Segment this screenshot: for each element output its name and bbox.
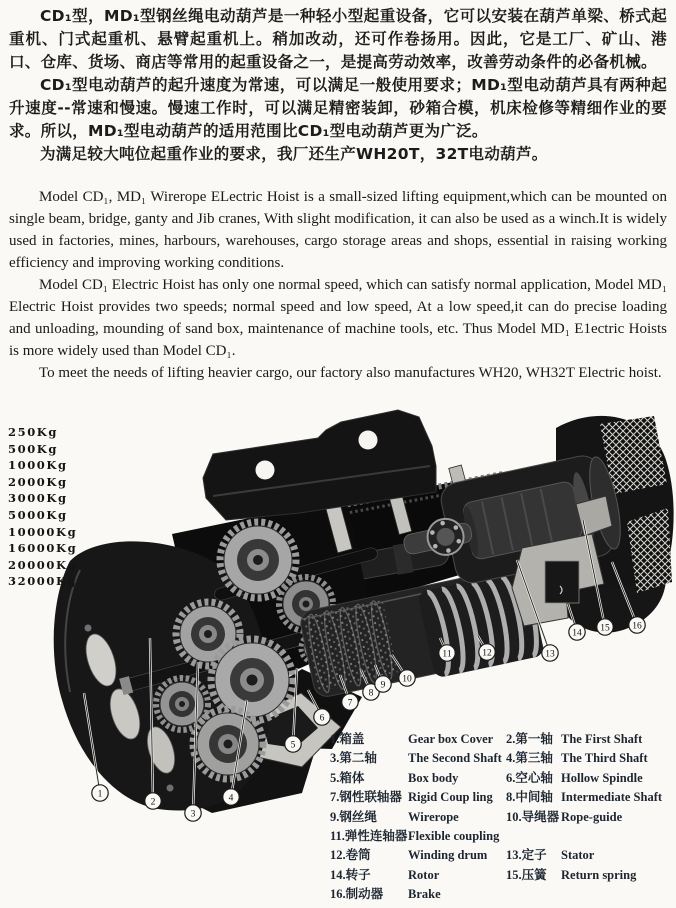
legend-part-name-en: Intermediate Shaft xyxy=(561,790,663,805)
callout-number: 10 xyxy=(402,674,412,685)
legend-part-number-zh: 8.中间轴 xyxy=(506,790,553,805)
legend-part-number-zh: 3.第二轴 xyxy=(330,751,377,766)
callout-number: 2 xyxy=(150,797,156,808)
chinese-text xyxy=(9,5,667,166)
legend-part-number-zh: 2.第一轴 xyxy=(506,732,553,746)
callout-number: 9 xyxy=(380,680,386,691)
english-paragraph: Model CD₁ Electric Hoist has only one normal speed, which can satisfy normal application, Model MD₁ Electric Hoist provides two speeds; normal speed and low speed, At a low speed,it can do precise loading and unloading, mounding of sand box, maintenance of machine tools, etc. Thus Model MD₁ E1ectric Hoists is more widely used than Model CD₁. xyxy=(9,277,667,359)
callout-number: 1 xyxy=(97,789,103,800)
callout-number: 15 xyxy=(600,623,610,634)
legend-part-number-zh: 15.压簧 xyxy=(506,867,547,882)
legend-part-name-en: The First Shaft xyxy=(561,732,643,746)
legend-part-name-en: Rigid Coup ling xyxy=(408,790,493,805)
legend-part-number-zh: 7.钢性联轴器 xyxy=(330,790,402,805)
legend-part-name-en: Box body xyxy=(408,770,459,785)
legend-part-name-en: The Second Shaft xyxy=(408,751,502,766)
legend-part-number-zh: 11.弹性连轴器 xyxy=(330,828,408,843)
bracket-hole xyxy=(256,461,275,480)
callout-number: 16 xyxy=(632,621,642,632)
legend-part-name-en: Hollow Spindle xyxy=(561,770,643,785)
legend-part-name-en: Return spring xyxy=(561,867,637,882)
legend-part-number-zh: 12.卷筒 xyxy=(330,848,371,863)
legend-part-name-en: Rotor xyxy=(408,867,440,882)
legend-part-number-zh: 4.第三轴 xyxy=(506,751,553,766)
legend-part-name-en: Winding drum xyxy=(408,848,488,863)
chinese-paragraph: 为满足较大吨位起重作业的要求，我厂还生产WH20T，32T电动葫芦。 xyxy=(40,145,548,163)
legend-part-name-en: Rope-guide xyxy=(561,809,623,824)
capacity-item: 32000Kg xyxy=(8,574,78,589)
callout-number: 5 xyxy=(290,740,296,751)
capacity-item: 20000Kg xyxy=(8,557,78,572)
chinese-paragraph: CD₁型，MD₁型钢丝绳电动葫芦是一种轻小型起重设备，它可以安装在葫芦单梁、桥式起重机、门式起重机、悬臂起重机上。稍加改动，还可作卷扬用。因此，它是工厂、矿山、港口、仓库、货场、商店等常用的起重设备之一，是提高劳动效率，改善劳动条件的必备机械。 xyxy=(9,7,667,71)
legend-part-number-zh: 5.箱体 xyxy=(330,770,365,785)
capacity-item: 500Kg xyxy=(8,441,59,456)
bracket-hole xyxy=(359,431,378,450)
legend-part-number-zh: 9.钢丝绳 xyxy=(330,809,377,824)
capacity-item: 10000Kg xyxy=(8,524,78,539)
callout-number: 14 xyxy=(572,628,582,639)
legend-part-number-zh: 16.制动器 xyxy=(330,887,384,902)
capacity-item: 2000Kg xyxy=(8,474,68,489)
chinese-paragraph: CD₁型电动葫芦的起升速度为常速，可以满足一般使用要求；MD₁型电动葫芦具有两种起升速度--常速和慢速。慢速工作时，可以满足精密装卸，砂箱合模，机床检修等精细作业的要求。所以，MD₁型电动葫芦的适用范围比CD₁型电动葫芦更为广泛。 xyxy=(9,76,667,140)
callout-number: 11 xyxy=(442,649,452,660)
legend-part-number-zh: 6.空心轴 xyxy=(506,770,553,785)
legend-part-name-en: The Third Shaft xyxy=(561,751,648,766)
legend-part-name-en: Wirerope xyxy=(408,809,459,824)
callout-number: 3 xyxy=(190,809,196,820)
capacity-list xyxy=(8,424,77,590)
legend-part-number-zh: 1.箱盖 xyxy=(330,732,365,746)
legend-part-number-zh: 13.定子 xyxy=(506,848,547,863)
callout-number: 12 xyxy=(482,648,492,659)
legend-part-name-en: Gear box Cover xyxy=(408,732,494,746)
callout-number: 8 xyxy=(368,688,374,699)
legend-part-number-zh: 14.转子 xyxy=(330,867,371,882)
parts-legend xyxy=(330,731,676,906)
english-paragraph: Model CD₁, MD₁ Wirerope ELectric Hoist is a small-sized lifting equipment,which can be mounted on single beam, bridge, ganty and Jib cranes, With slight modification, it can also be used as a winch.It is widely used in factories, mines, harbours, warehouses, cargo storage areas and shops, essential in raising working efficiency and improving working conditions. xyxy=(9,189,667,271)
callout-number: 13 xyxy=(545,649,555,660)
capacity-item: 250Kg xyxy=(8,425,59,439)
callout-number: 4 xyxy=(228,793,234,804)
legend-part-name-en: Brake xyxy=(408,887,441,902)
callout-number: 7 xyxy=(347,698,353,709)
legend-part-number-zh: 10.导绳器 xyxy=(506,809,560,824)
legend-part-name-en: Stator xyxy=(561,848,595,863)
callout-number: 6 xyxy=(319,713,325,724)
capacity-item: 3000Kg xyxy=(8,491,68,506)
english-text xyxy=(9,186,667,384)
legend-part-name-en: Flexible coupling xyxy=(408,828,500,843)
capacity-item: 1000Kg xyxy=(8,458,68,473)
capacity-item: 16000Kg xyxy=(8,541,78,556)
english-paragraph: To meet the needs of lifting heavier cargo, our factory also manufactures WH20, WH32T Electric hoist. xyxy=(39,365,662,381)
capacity-item: 5000Kg xyxy=(8,507,68,522)
